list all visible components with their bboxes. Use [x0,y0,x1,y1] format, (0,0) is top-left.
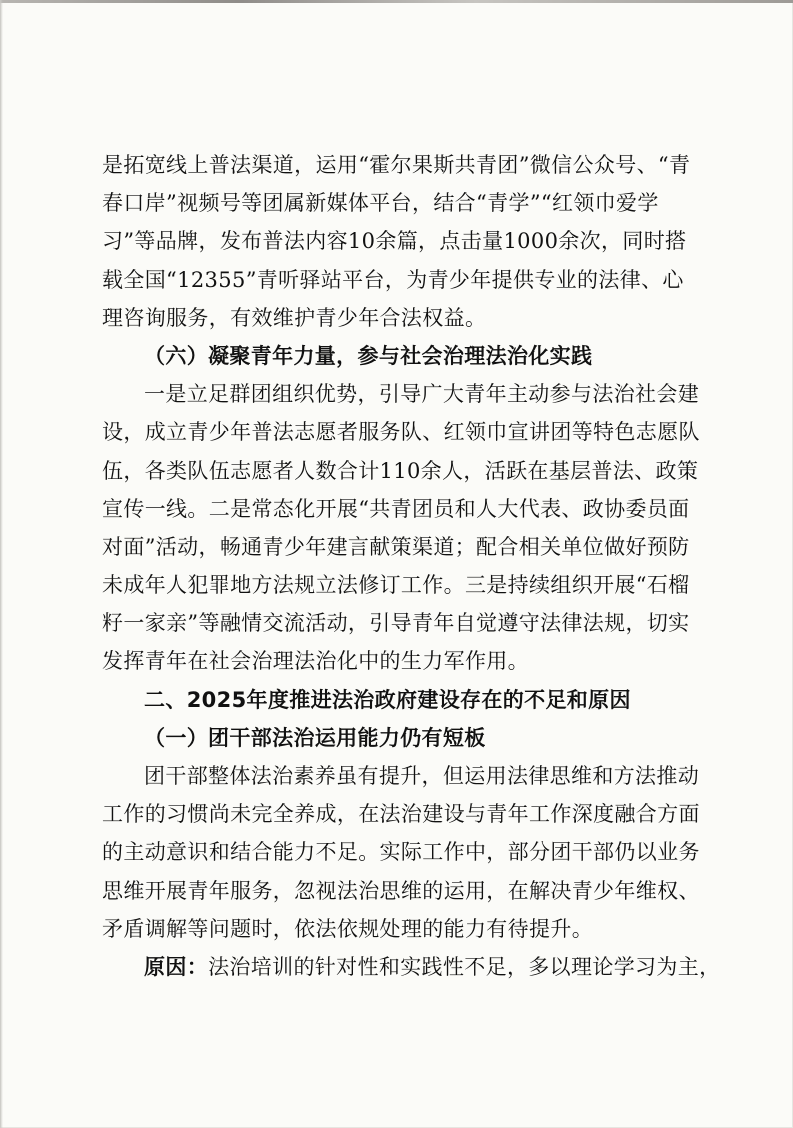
paragraph-line: 未成年人犯罪地方法规立法修订工作。三是持续组织开展“石榴 [102,573,690,598]
paragraph-line: 对面”活动，畅通青少年建言献策渠道；配合相关单位做好预防 [102,534,690,559]
paragraph-line: 习”等品牌，发布普法内容10余篇，点击量1000余次，同时搭 [102,229,687,254]
paragraph-line: 矛盾调解等问题时，依法依规处理的能力有待提升。 [102,916,594,941]
reason-line [102,948,721,986]
paragraph-line: 春口岸”视频号等团属新媒体平台，结合“青学”“红领巾爱学 [102,191,659,216]
paragraph-line: 思维开展青年服务，忽视法治思维的运用，在解决青少年维权、 [102,878,700,903]
scan-top-edge [0,0,793,3]
paragraph-line: 伍，各类队伍志愿者人数合计110余人，活跃在基层普法、政策 [102,458,699,483]
paragraph-line: 发挥青年在社会治理法治化中的生力军作用。 [102,649,529,674]
section-heading: 二、2025年度推进法治政府建设存在的不足和原因 [144,687,631,712]
paragraph-line: 籽一家亲”等融情交流活动，引导青年自觉遵守法律法规，切实 [102,611,690,636]
section-subheading: （六）凝聚青年力量，参与社会治理法治化实践 [144,342,593,368]
scan-left-shadow [0,0,3,1128]
reason-text: 法治培训的针对性和实践性不足，多以理论学习为主， [208,954,721,979]
document-body [102,146,721,986]
paragraph-line: 载全国“12355”青听驿站平台，为青少年提供专业的法律、心 [102,267,684,292]
paragraph-line: 理咨询服务，有效维护青少年合法权益。 [102,305,487,330]
section-subheading: （一）团干部法治运用能力仍有短板 [144,724,486,750]
paragraph-line: 设，成立青少年普法志愿者服务队、红领巾宣讲团等特色志愿队 [102,420,700,445]
paragraph-line: 工作的习惯尚未完全养成，在法治建设与青年工作深度融合方面 [102,802,700,827]
reason-label: 原因： [144,953,209,979]
paragraph-line: 一是立足群团组织优势，引导广大青年主动参与法治社会建 [144,382,700,407]
paragraph-line: 是拓宽线上普法渠道，运用“霍尔果斯共青团”微信公众号、“青 [102,153,691,177]
paragraph-line: 团干部整体法治素养虽有提升，但运用法律思维和方法推动 [144,764,700,788]
paragraph-line: 宣传一线。二是常态化开展“共青团员和人大代表、政协委员面 [102,496,690,521]
paragraph-line: 的主动意识和结合能力不足。实际工作中，部分团干部仍以业务 [102,840,700,865]
